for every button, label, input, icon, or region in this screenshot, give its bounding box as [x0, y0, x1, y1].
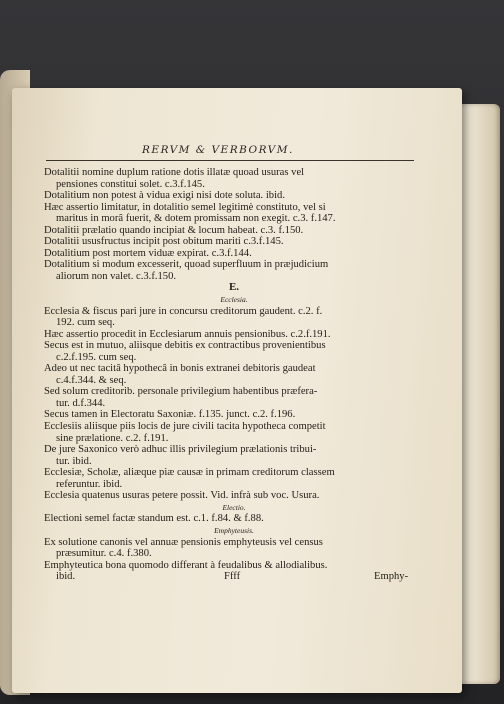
index-line: Dotalitium post mortem viduæ expirat. c.3.f.144. — [44, 247, 252, 259]
index-line: Ex solutione canonis vel annuæ pensionis emphyteusis vel census — [44, 536, 323, 548]
header-rule — [46, 160, 414, 161]
running-head: RERVM & VERBORVM. — [142, 144, 294, 156]
index-line: Ecclesiæ, Scholæ, aliæque piæ causæ in primam creditorum classem — [44, 467, 335, 479]
index-line: Dotalitii prælatio quando incipiat & locum habeat. c.3. f.150. — [44, 224, 304, 236]
index-line: Sed solum creditorib. personale privilegium habentibus præfera- — [44, 386, 318, 398]
book-page — [12, 88, 462, 693]
index-line: Hæc assertio limitatur, in dotalitio semel legitimè constituto, vel si — [44, 201, 326, 213]
index-line: sine prælatione. c.2. f.191. — [56, 432, 169, 444]
index-subheading: Ecclesia. — [220, 295, 248, 305]
index-subheading: Electio. — [222, 502, 246, 512]
index-line: Dotalitii ususfructus incipit post obitum mariti c.3.f.145. — [44, 236, 284, 248]
index-line: aliorum non valet. c.3.f.150. — [56, 270, 177, 282]
index-line: Adeo ut nec tacitâ hypothecâ in bonis extranei debitoris gaudeat — [44, 363, 316, 375]
index-line: tur. d.f.344. — [56, 397, 106, 409]
index-line: Secus tamen in Electoratu Saxoniæ. f.135. junct. c.2. f.196. — [44, 409, 296, 421]
index-line: Electioni semel factæ standum est. c.1. f.84. & f.88. — [44, 513, 264, 525]
signature-mark: Ffff — [224, 570, 241, 582]
index-line: pensiones constitui solet. c.3.f.145. — [56, 178, 205, 190]
index-line: tur. ibid. — [56, 455, 92, 467]
index-line: Hæc assertio procedit in Ecclesiarum annuis pensionibus. c.2.f.191. — [44, 328, 331, 340]
index-line: Emphyteutica bona quomodo differant à feudalibus & allodialibus. — [44, 559, 328, 571]
index-line: 192. cum seq. — [56, 317, 115, 329]
index-line: referuntur. ibid. — [56, 478, 123, 490]
index-line: maritus in morâ fuerit, & dotem promissam non exegit. c.3. f.147. — [56, 213, 336, 225]
index-line: Ecclesia quatenus usuras petere possit. Vid. infrà sub voc. Usura. — [44, 490, 320, 502]
index-line: Ecclesia & fiscus pari jure in concursu creditorum gaudent. c.2. f. — [44, 305, 323, 317]
index-line: Secus est in mutuo, aliisque debitis ex contractibus provenientibus — [44, 340, 326, 352]
index-line: De jure Saxonico verò adhuc illis privilegium prælationis tribui- — [44, 444, 317, 456]
index-line: præsumitur. c.4. f.380. — [56, 548, 152, 560]
section-letter: E. — [228, 282, 240, 294]
index-line: Ecclesiis aliisque piis locis de jure civili tacita hypotheca competit — [44, 421, 326, 433]
index-line: c.4.f.344. & seq. — [56, 374, 127, 386]
index-line: c.2.f.195. cum seq. — [56, 351, 137, 363]
index-line: Dotalitium non potest à vidua exigi nisi dote soluta. ibid. — [44, 190, 285, 202]
index-line: Dotalitii nomine duplum ratione dotis illatæ quoad usuras vel — [44, 167, 305, 178]
index-subheading: Emphyteusis. — [214, 525, 254, 535]
catchword: Emphy- — [374, 570, 409, 582]
index-line: ibid. — [56, 571, 76, 583]
index-text-block — [44, 167, 424, 595]
index-line: Dotalitium si modum excesserit, quoad superfluum in præjudicium — [44, 259, 329, 271]
